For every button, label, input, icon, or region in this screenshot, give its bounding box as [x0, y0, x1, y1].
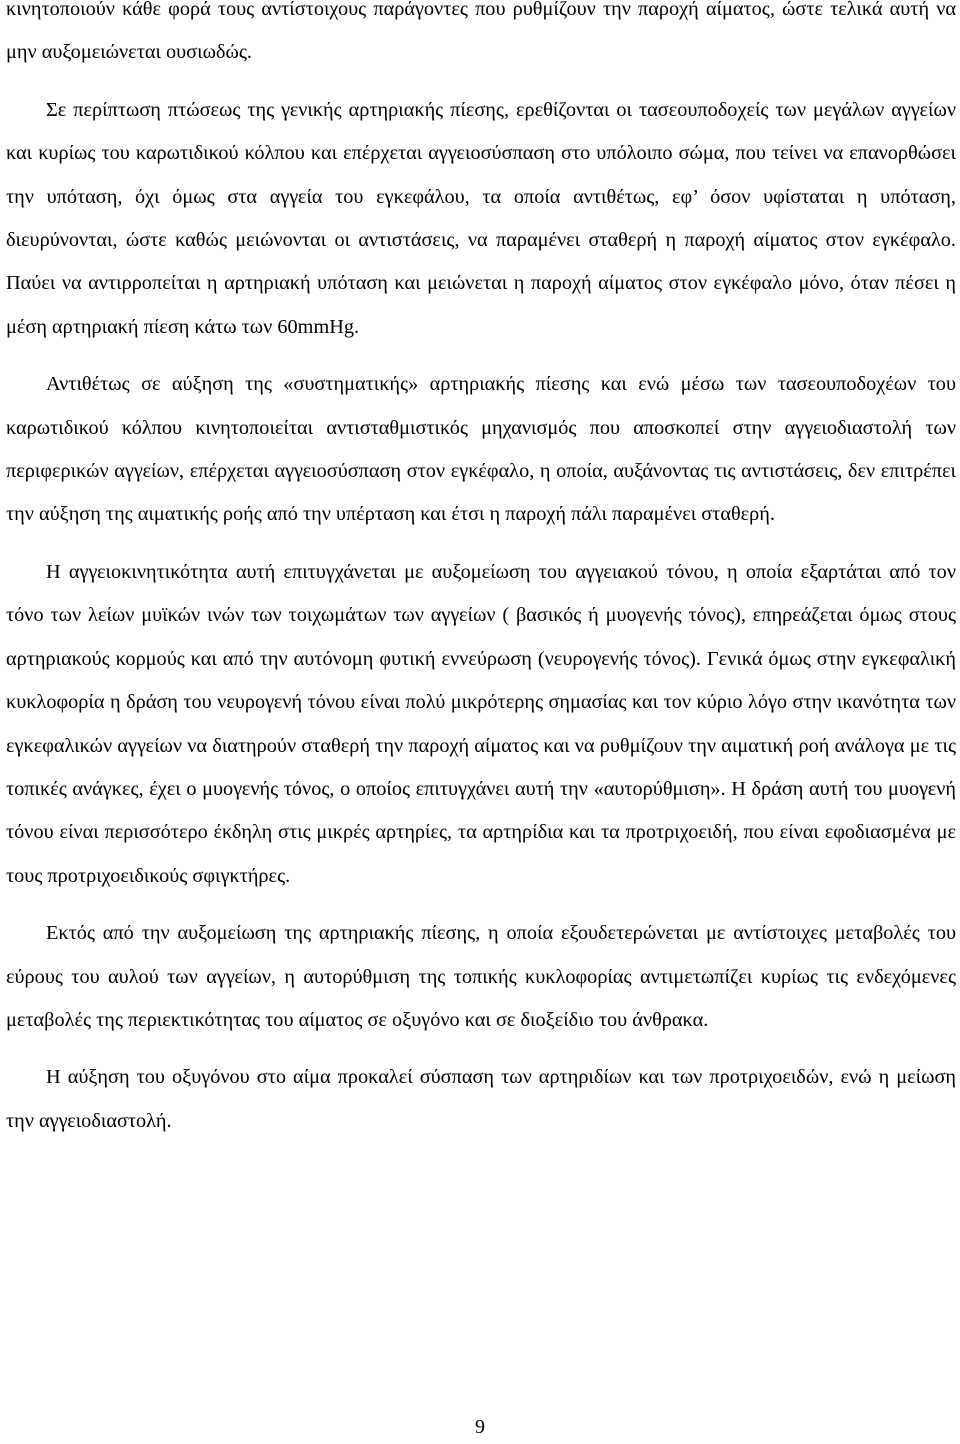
paragraph-5: Εκτός από την αυξομείωση της αρτηριακής πίεσης, η οποία εξουδετερώνεται με αντίστοιχες μεταβολές του εύρους του αυλού των αγγείων, η αυτορύθμιση της τοπικής κυκλοφορίας αντιμετωπίζει κυρίως τις ενδεχόμενες μεταβολές της περιεκτικότητας του αίματος σε οξυγόνο και σε διοξείδιο του άνθρακα.: [6, 922, 956, 1031]
page-number: 9: [475, 1416, 485, 1438]
paragraph-3: Αντιθέτως σε αύξηση της «συστηματικής» αρτηριακής πίεσης και ενώ μέσω των τασεουποδοχέων του καρωτιδικού κόλπου κινητοποιείται αντισταθμιστικός μηχανισμός που αποσκοπεί στην αγγειοδιαστολή των περιφερικών αγγείων, επέρχεται αγγειοσύσπαση στον εγκέφαλο, η οποία, αυξάνοντας τις αντιστάσεις, δεν επιτρέπει την αύξηση της αιματικής ροής από την υπέρταση και έτσι η παροχή πάλι παραμένει σταθερή.: [6, 373, 956, 526]
paragraph-2: Σε περίπτωση πτώσεως της γενικής αρτηριακής πίεσης, ερεθίζονται οι τασεουποδοχείς των μεγάλων αγγείων και κυρίως του καρωτιδικού κόλπου και επέρχεται αγγειοσύσπαση στο υπόλοιπο σώμα, που τείνει να επανορθώσει την υπόταση, όχι όμως στα αγγεία του εγκεφάλου, τα οποία αντιθέτως, εφ’ όσον υφίσταται η υπόταση, διευρύνονται, ώστε καθώς μειώνονται οι αντιστάσεις, να παραμένει σταθερή η παροχή αίματος στον εγκέφαλο. Παύει να αντιρροπείται η αρτηριακή υπόταση και μειώνεται η παροχή αίματος στον εγκέφαλο μόνο, όταν πέσει η μέση αρτηριακή πίεση κάτω των 60mmHg.: [6, 98, 956, 338]
paragraph-1: κινητοποιούν κάθε φορά τους αντίστοιχους παράγοντες που ρυθμίζουν την παροχή αίματος, ώστε τελικά αυτή να μην αυξομειώνεται ουσιωδώς.: [6, 0, 956, 64]
paragraph-6: Η αύξηση του οξυγόνου στο αίμα προκαλεί σύσπαση των αρτηριδίων και των προτριχοειδών, ενώ η μείωση την αγγειοδιαστολή.: [6, 1066, 956, 1132]
paragraph-4: Η αγγειοκινητικότητα αυτή επιτυγχάνεται με αυξομείωση του αγγειακού τόνου, η οποία εξαρτάται από τον τόνο των λείων μυϊκών ινών των τοιχωμάτων των αγγείων ( βασικός ή μυογενής τόνος), επηρεάζεται όμως στους αρτηριακούς κορμούς και από την αυτόνομη φυτική εννεύρωση (νευρογενής τόνος). Γενικά όμως στην εγκεφαλική κυκλοφορία η δράση του νευρογενή τόνου είναι πολύ μικρότερης σημασίας και τον κύριο λόγο στην ικανότητα των εγκεφαλικών αγγείων να διατηρούν σταθερή την παροχή αίματος και να ρυθμίζουν την αιματική ροή ανάλογα με τις τοπικές ανάγκες, έχει ο μυογενής τόνος, ο οποίος επιτυγχάνει αυτή την «αυτορύθμιση». Η δράση αυτή του μυογενή τόνου είναι περισσότερο έκδηλη στις μικρές αρτηρίες, τα αρτηρίδια και τα προτριχοειδή, που είναι εφοδιασμένα με τους προτριχοειδικούς σφιγκτήρες.: [6, 560, 956, 887]
document-body: [6, 0, 956, 1143]
